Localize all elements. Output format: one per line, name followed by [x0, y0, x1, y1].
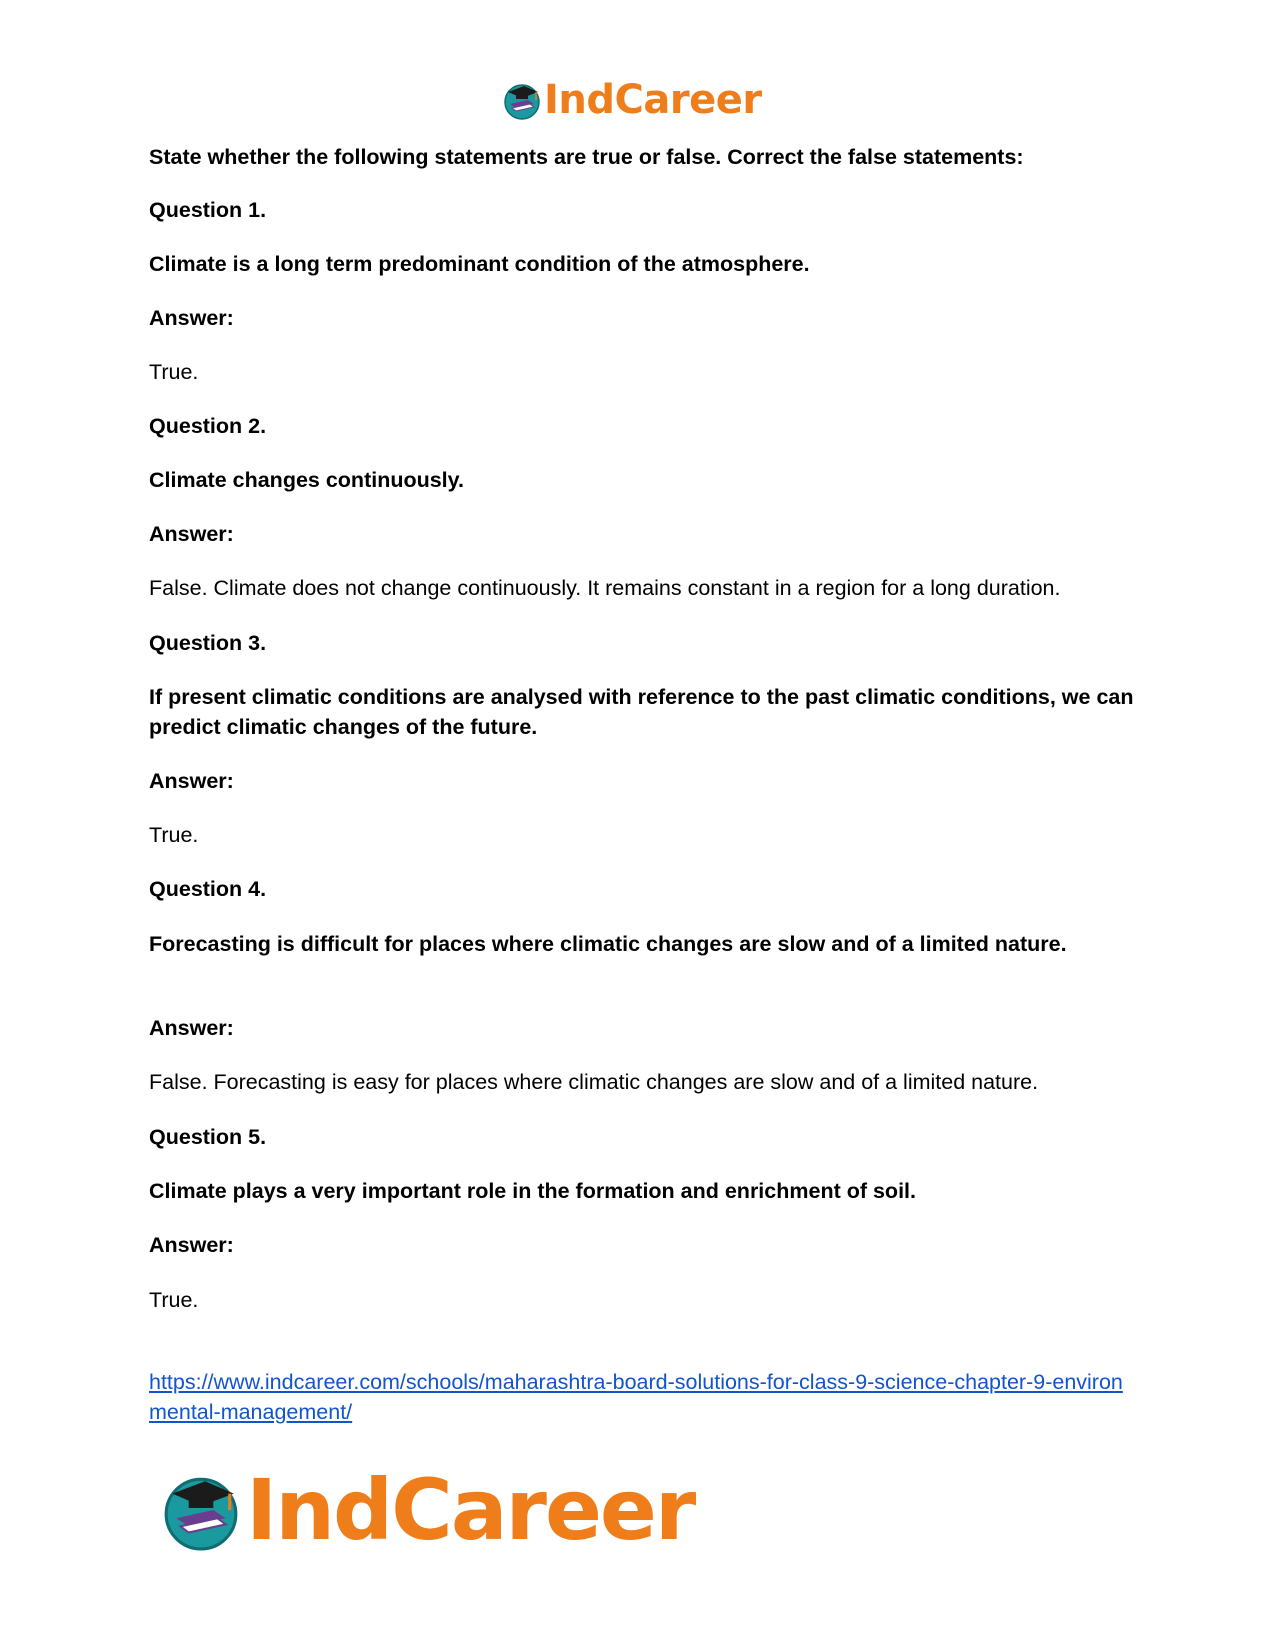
answer-text: True. — [149, 823, 199, 847]
source-link[interactable]: https://www.indcareer.com/schools/maharashtra-board-solutions-for-class-9-science-chapter-9-environmental-management/ — [149, 1370, 1123, 1424]
answer-label: Answer: — [149, 769, 234, 793]
answer-label: Answer: — [149, 306, 234, 330]
question-statement: Forecasting is difficult for places where climatic changes are slow and of a limited nature. — [149, 932, 1067, 956]
instruction-text: State whether the following statements are true or false. Correct the false statements: — [149, 145, 1024, 169]
answer-text: False. Climate does not change continuously. It remains constant in a region for a long duration. — [149, 576, 1061, 600]
question-label: Question 5. — [149, 1125, 267, 1149]
question-statement: Climate plays a very important role in the formation and enrichment of soil. — [149, 1179, 916, 1203]
question-statement: Climate is a long term predominant condition of the atmosphere. — [149, 252, 810, 276]
footer-logo-text: IndCareer — [246, 1461, 695, 1559]
header-logo — [502, 77, 762, 123]
answer-text: True. — [149, 1288, 199, 1312]
question-label: Question 2. — [149, 414, 267, 438]
question-label: Question 4. — [149, 877, 267, 901]
question-statement: If present climatic conditions are analysed with reference to the past climatic conditions, we can predict climatic changes of the future. — [149, 685, 1134, 739]
graduation-cap-books-globe-icon — [160, 1469, 242, 1551]
question-label: Question 1. — [149, 198, 267, 222]
question-label: Question 3. — [149, 631, 267, 655]
answer-text: True. — [149, 360, 199, 384]
answer-text: False. Forecasting is easy for places where climatic changes are slow and of a limited nature. — [149, 1070, 1039, 1094]
header-logo-text: IndCareer — [544, 77, 762, 123]
footer-logo — [160, 1461, 695, 1559]
question-statement: Climate changes continuously. — [149, 468, 464, 492]
answer-label: Answer: — [149, 522, 234, 546]
answer-label: Answer: — [149, 1233, 234, 1257]
graduation-cap-books-globe-icon — [502, 80, 542, 120]
answer-label: Answer: — [149, 1016, 234, 1040]
